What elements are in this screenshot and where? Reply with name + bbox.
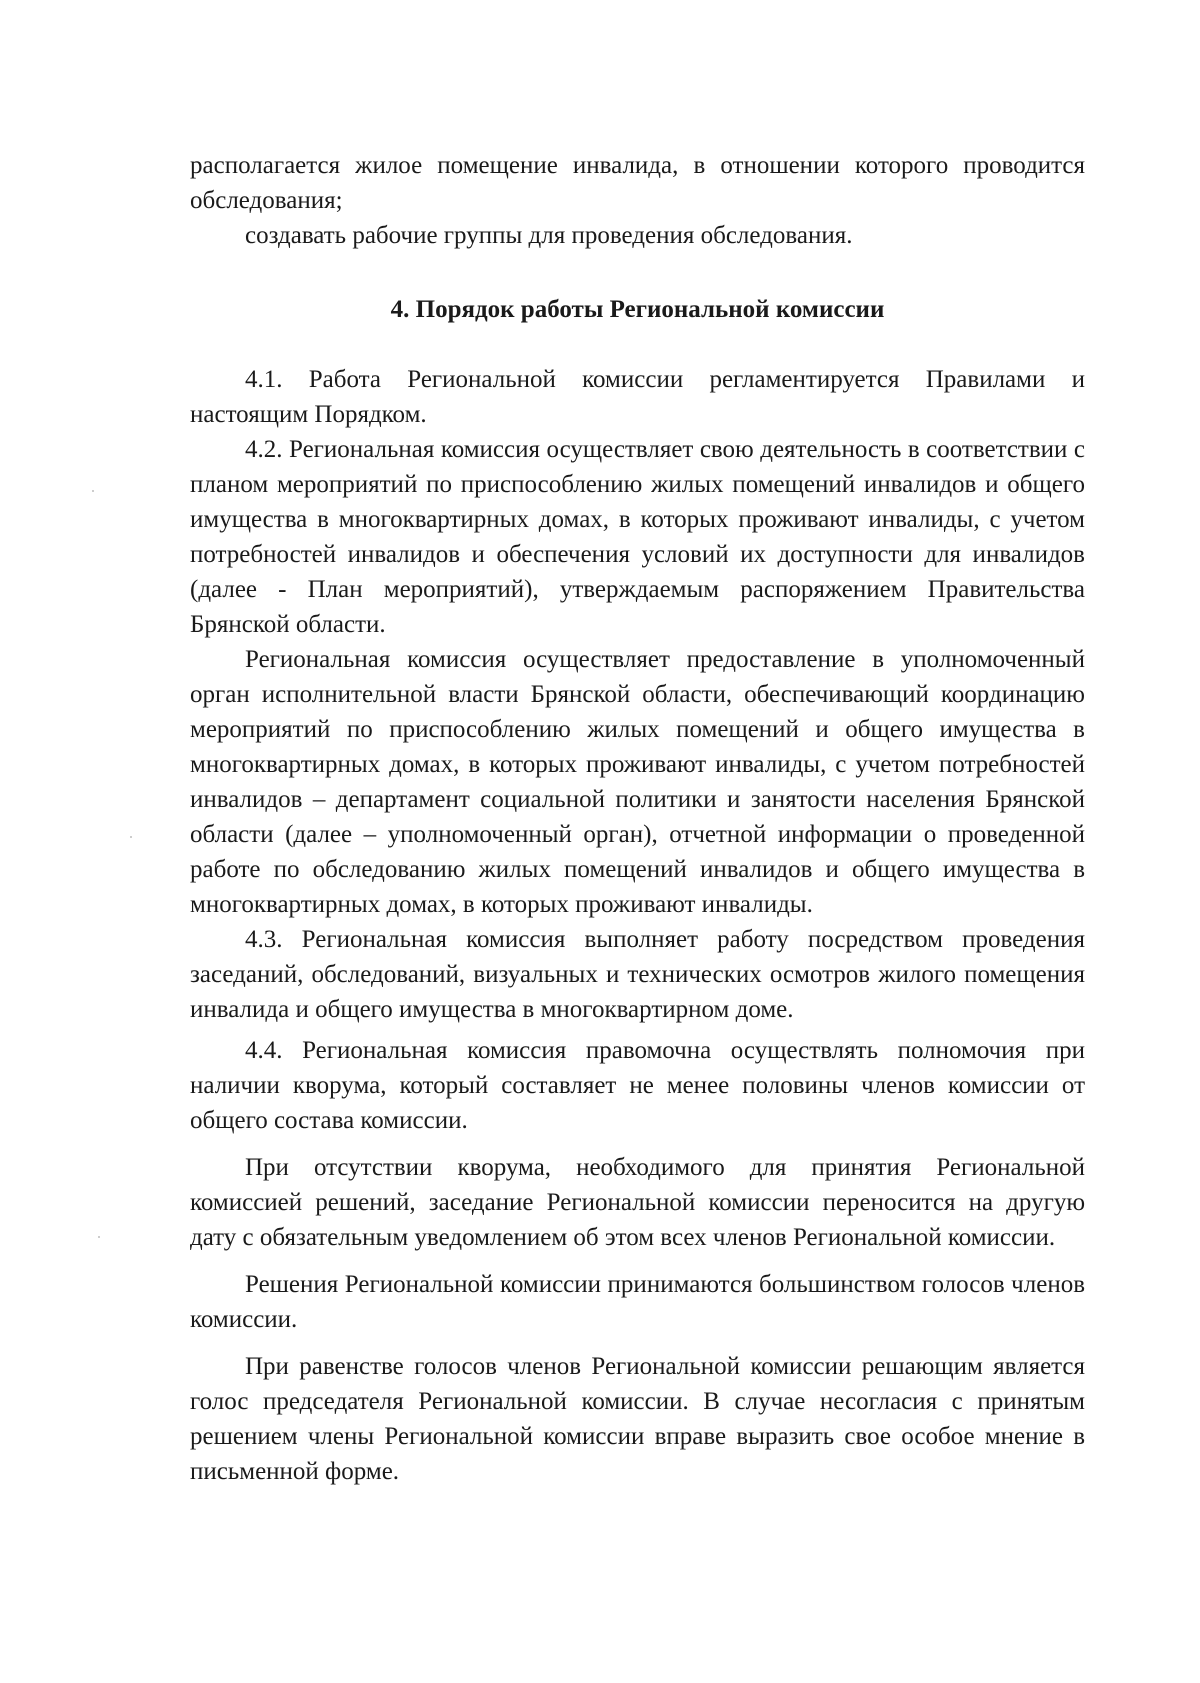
paragraph-4-4: 4.4. Региональная комиссия правомочна осуществлять полномочия при наличии кворума, который составляет не менее половины членов комиссии от общего состава комиссии. [190, 1037, 1085, 1134]
scan-speck [98, 1236, 100, 1238]
paragraph-tie-vote: При равенстве голосов членов Региональной комиссии решающим является голос председателя Региональной комиссии. В случае несогласия с принятым решением члены Региональной комиссии вправе выразить свое особое мнение в письменной форме. [190, 1353, 1085, 1485]
intro-block [190, 148, 1085, 253]
scan-speck [130, 836, 132, 838]
scan-speck [92, 490, 94, 492]
paragraph-majority: Решения Региональной комиссии принимаются большинством голосов членов комиссии. [190, 1271, 1085, 1333]
paragraph-4-3: 4.3. Региональная комиссия выполняет работу посредством проведения заседаний, обследований, визуальных и технических осмотров жилого помещения инвалида и общего имущества в многоквартирном доме. [190, 926, 1085, 1023]
section-body [190, 362, 1085, 1489]
intro-continuation: располагается жилое помещение инвалида, в отношении которого проводится обследования; [190, 152, 1085, 214]
section-heading: 4. Порядок работы Региональной комиссии [390, 296, 885, 323]
paragraph-4-2: 4.2. Региональная комиссия осуществляет свою деятельность в соответствии с планом мероприятий по приспособлению жилых помещений инвалидов и общего имущества в многоквартирных домах, в которых проживают инвалиды, с учетом потребностей инвалидов и обеспечения условий их доступности для инвалидов (далее - План мероприятий), утверждаемым распоряжением Правительства Брянской области. [190, 436, 1085, 638]
paragraph-quorum: При отсутствии кворума, необходимого для принятия Региональной комиссией решений, заседание Региональной комиссии переносится на другую дату с обязательным уведомлением об этом всех членов Региональной комиссии. [190, 1154, 1085, 1251]
paragraph-4-1: 4.1. Работа Региональной комиссии регламентируется Правилами и настоящим Порядком. [190, 366, 1085, 428]
paragraph-4-2-reporting: Региональная комиссия осуществляет предоставление в уполномоченный орган исполнительной власти Брянской области, обеспечивающий координацию мероприятий по приспособлению жилых помещений и общего имущества в многоквартирных домах, в которых проживают инвалиды, с учетом потребностей инвалидов – департамент социальной политики и занятости населения Брянской области (далее – уполномоченный орган), отчетной информации о проведенной работе по обследованию жилых помещений инвалидов и общего имущества в многоквартирных домах, в которых проживают инвалиды. [190, 646, 1085, 918]
intro-item: создавать рабочие группы для проведения обследования. [245, 222, 853, 249]
